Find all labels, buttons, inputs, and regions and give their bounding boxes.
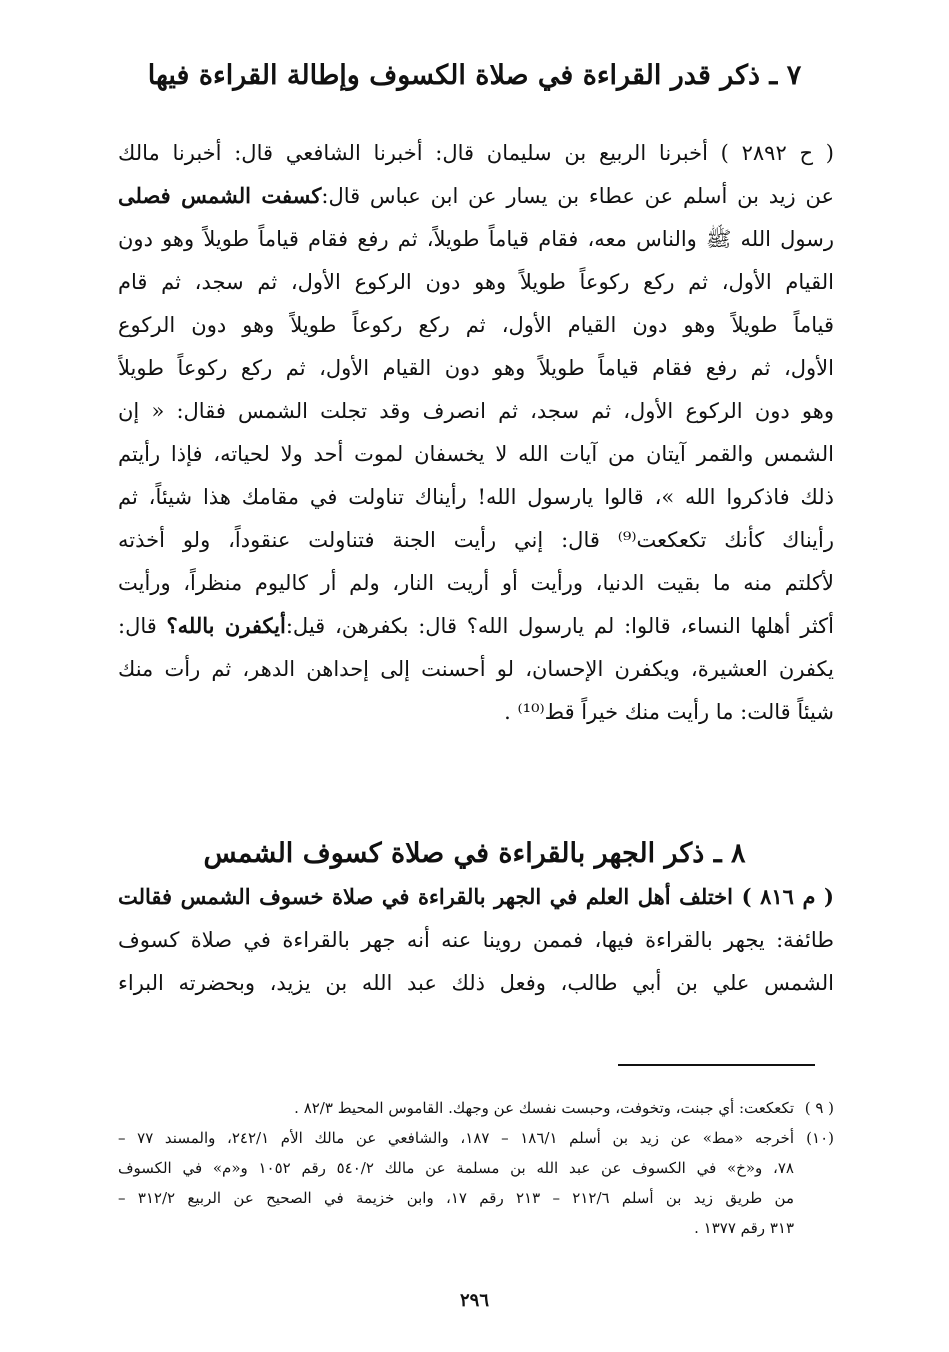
text-line: ( م ٨١٦ ) اختلف أهل العلم في الجهر بالقراءة في صلاة خسوف الشمس فقالت <box>118 884 834 909</box>
text-line: رأيناك كأنك تكعكعت⁽⁹⁾ قال: إني رأيت الجنة فتناولت عنقوداً، ولو أخذته <box>118 528 834 552</box>
bold-text-segment: أيكفرن بالله؟ <box>166 613 286 638</box>
text-line <box>118 181 834 211</box>
footnote-line <box>118 1187 834 1209</box>
footnote-10 <box>118 1127 834 1149</box>
footnote-9 <box>118 1097 834 1119</box>
text-segment: عن زيد بن أسلم عن عطاء بن يسار عن ابن عباس قال: <box>321 184 834 208</box>
text-line: ( ح ٢٨٩٢ ) أخبرنا الربيع بن سليمان قال: أخبرنا الشافعي قال: أخبرنا مالك <box>118 141 834 165</box>
text-line: الشمس علي بن أبي طالب، وفعل ذلك عبد الله بن يزيد، وبحضرته البراء <box>118 971 834 995</box>
section-7-heading: ٧ ـ ذكر قدر القراءة في صلاة الكسوف وإطالة القراءة فيها <box>147 60 802 91</box>
bold-text-segment: كسفت الشمس فصلى <box>118 183 322 208</box>
footnote-number: ( ٩ ) <box>804 1099 834 1117</box>
footnote-line <box>118 1157 834 1179</box>
footnote-divider <box>618 1064 815 1066</box>
footnote-text: أخرجه «مط» عن زيد بن أسلم ١٨٦/١ – ١٨٧، والشافعي عن مالك الأم ٢٤٢/١، والمسند ٧٧ – <box>118 1129 794 1147</box>
text-line: رسول الله ﷺ والناس معه، فقام قياماً طويلاً، ثم رفع فقام قياماً طويلاً وهو دون <box>118 227 834 251</box>
footnote-line <box>118 1217 834 1239</box>
text-line <box>118 611 834 641</box>
text-line: القيام الأول، ثم ركع ركوعاً طويلاً وهو دون الركوع الأول، ثم سجد، ثم قام <box>118 270 834 294</box>
text-line: وهو دون الركوع الأول، ثم سجد، ثم انصرف وقد تجلت الشمس فقال: « إن <box>118 399 834 423</box>
footnote-text: تكعكعت: أي جبنت، وتخوفت، وحبست نفسك عن وجهك. القاموس المحيط ٨٢/٣ . <box>294 1099 794 1117</box>
footnote-text: ٧٨، و«خ» في الكسوف عن عبد الله بن مسلمة عن مالك ٥٤٠/٢ رقم ١٠٥٢ و«م» في الكسوف <box>118 1159 794 1177</box>
footnote-number: (١٠) <box>806 1129 834 1147</box>
text-segment: قال: <box>118 614 167 638</box>
text-line: الشمس والقمر آيتان من آيات الله لا يخسفان لموت أحد ولا لحياته، فإذا رأيتم <box>118 442 834 466</box>
text-line: الأول، ثم رفع فقام قياماً طويلاً وهو دون القيام الأول، ثم ركع ركوعاً طويلاً <box>118 356 834 380</box>
text-line: شيئاً قالت: ما رأيت منك خيراً قط⁽¹⁰⁾ . <box>504 700 834 724</box>
footnote-text: ٣١٣ رقم ١٣٧٧ . <box>694 1219 794 1237</box>
text-line: طائفة: يجهر بالقراءة فيها، فممن روينا عنه أنه جهر بالقراءة في صلاة كسوف <box>118 928 834 952</box>
text-segment: أكثر أهلها النساء، قالوا: لم يارسول الله؟ قال: بكفرهن، قيل: <box>285 614 834 638</box>
text-line: ذلك فاذكروا الله »، قالوا يارسول الله! رأيناك تناولت في مقامك هذا شيئاً، ثم <box>118 485 834 509</box>
section-8-heading: ٨ ـ ذكر الجهر بالقراءة في صلاة كسوف الشمس <box>203 838 746 869</box>
footnote-text: من طريق زيد بن أسلم ٢١٢/٦ – ٢١٣ رقم ١٧، وابن خزيمة في الصحيح عن الربيع ٣١٢/٢ – <box>118 1189 794 1207</box>
text-line: يكفرن العشيرة، ويكفرن الإحسان، لو أحسنت إلى إحداهن الدهر، ثم رأت منك <box>118 657 834 681</box>
text-line: قياماً طويلاً وهو دون القيام الأول، ثم ركع ركوعاً طويلاً وهو دون الركوع <box>118 313 834 337</box>
text-line: لأكلتم منه ما بقيت الدنيا، ورأيت أو أريت النار، ولم أر كاليوم منظراً، ورأيت <box>118 571 834 595</box>
page-number: ٢٩٦ <box>459 1290 489 1311</box>
